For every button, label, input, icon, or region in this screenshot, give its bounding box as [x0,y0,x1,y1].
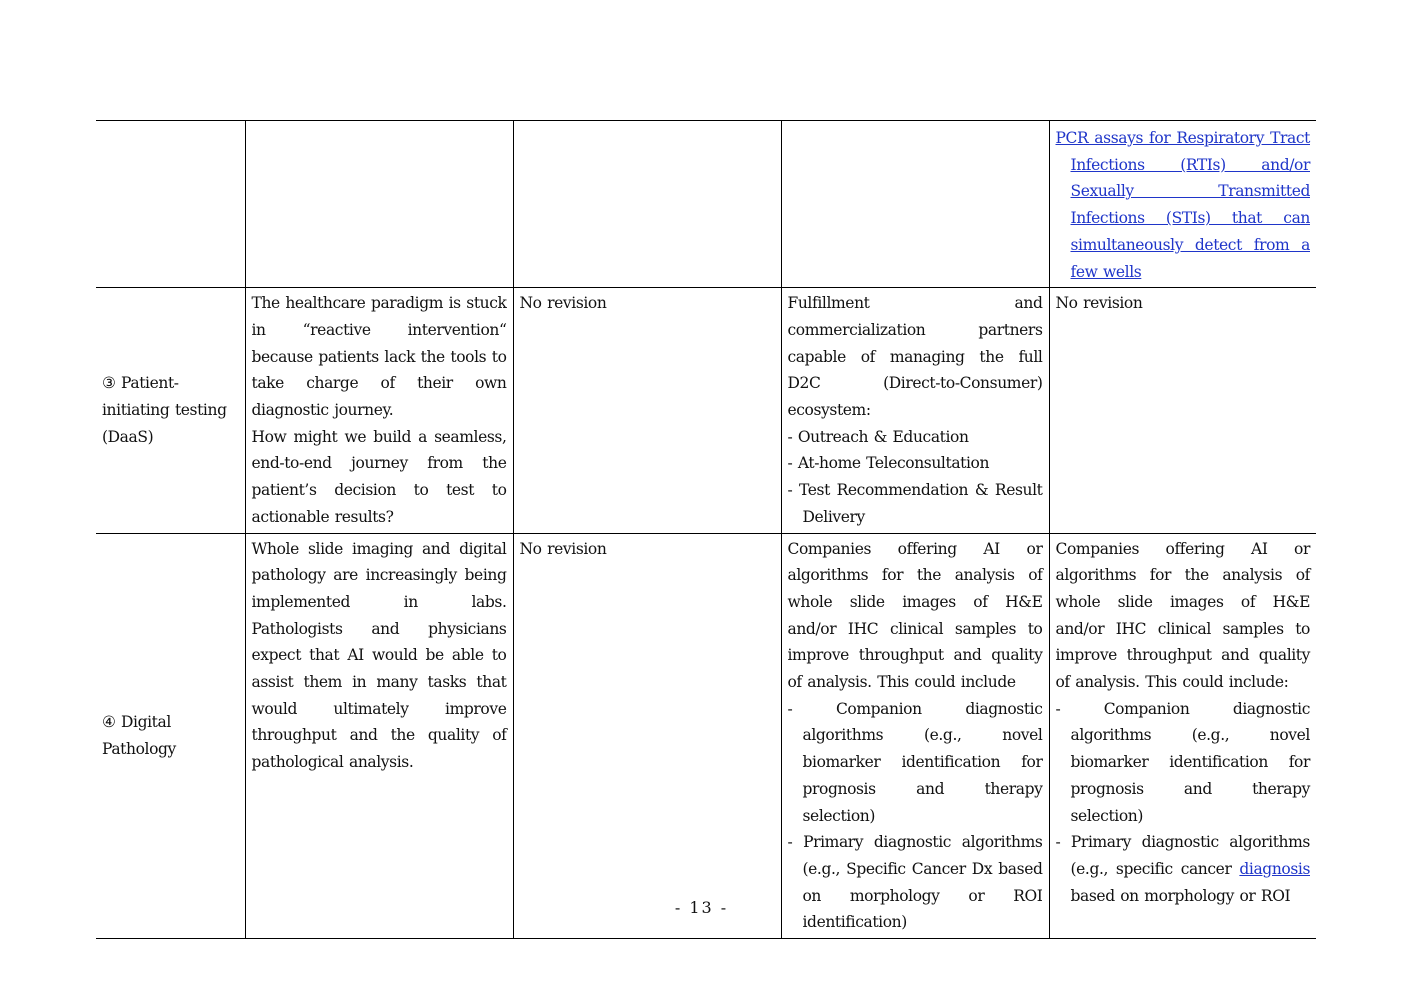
diagnosis-link[interactable]: diagnosis [1239,859,1310,878]
revised-partner-cell [1049,533,1316,939]
row-label: ④ Digital Pathology [96,533,245,939]
challenge-cell [245,121,513,288]
partner-cell [781,288,1049,533]
partner-intro: Companies offering AI or algorithms for the analysis of whole slide images of H&E and/or IHC clinical samples to improve throughput and quality of analysis. This could include [787,539,1043,692]
challenge-cell [245,288,513,533]
table-row [96,533,1316,939]
revised-partner-cell: No revision [1049,288,1316,533]
list-item: - Companion diagnostic algorithms (e.g., novel biomarker identification for prognosis and therapy selection) [1055,699,1310,825]
challenge-cell: Whole slide imaging and digital pathology are increasingly being implemented in labs. Pathologists and physicians expect that AI would be able to assist them in many tasks that would ultimately improve throughput and the quality of pathological analysis. [245,533,513,939]
list-item-text: - Primary diagnostic algorithms (e.g., specific cancer [1055,833,1310,878]
list-item: - At-home Teleconsultation [787,454,990,473]
list-item: - Test Recommendation & Result Delivery [787,481,1043,526]
partner-cell [781,121,1049,288]
requirements-table [96,120,1316,939]
revised-intro: Companies offering AI or algorithms for the analysis of whole slide images of H&E and/or IHC clinical samples to improve throughput and quality of analysis. This could include: [1055,539,1310,692]
table-row [96,121,1316,288]
revised-partner-cell [1049,121,1316,288]
list-item: - Outreach & Education [787,427,969,446]
revision-cell [513,121,781,288]
table-row [96,288,1316,533]
challenge-paragraph: How might we build a seamless, end-to-end journey from the patient’s decision to test to actionable results? [251,427,507,526]
page-number: - 13 - [674,898,729,917]
revised-partner-link[interactable]: PCR assays for Respiratory Tract Infections (RTIs) and/or Sexually Transmitted Infections (STIs) that can simultaneously detect from a few wells [1055,129,1310,281]
list-item: - Primary diagnostic algorithms (e.g., Specific Cancer Dx based on morphology or ROI identification) [787,833,1043,932]
row-label: ③ Patient-initiating testing (DaaS) [96,288,245,533]
partner-cell [781,533,1049,939]
list-item-text: based on morphology or ROI [1070,886,1291,905]
revision-cell: No revision [513,288,781,533]
challenge-paragraph: The healthcare paradigm is stuck in “reactive intervention“ because patients lack the tools to take charge of their own diagnostic journey. [251,294,507,420]
partner-intro: Fulfillment and commercialization partners capable of managing the full D2C (Direct-to-Consumer) ecosystem: [787,294,1043,420]
row-label [96,121,245,288]
list-item: - Companion diagnostic algorithms (e.g., novel biomarker identification for prognosis and therapy selection) [787,699,1043,825]
revision-cell: No revision [513,533,781,939]
